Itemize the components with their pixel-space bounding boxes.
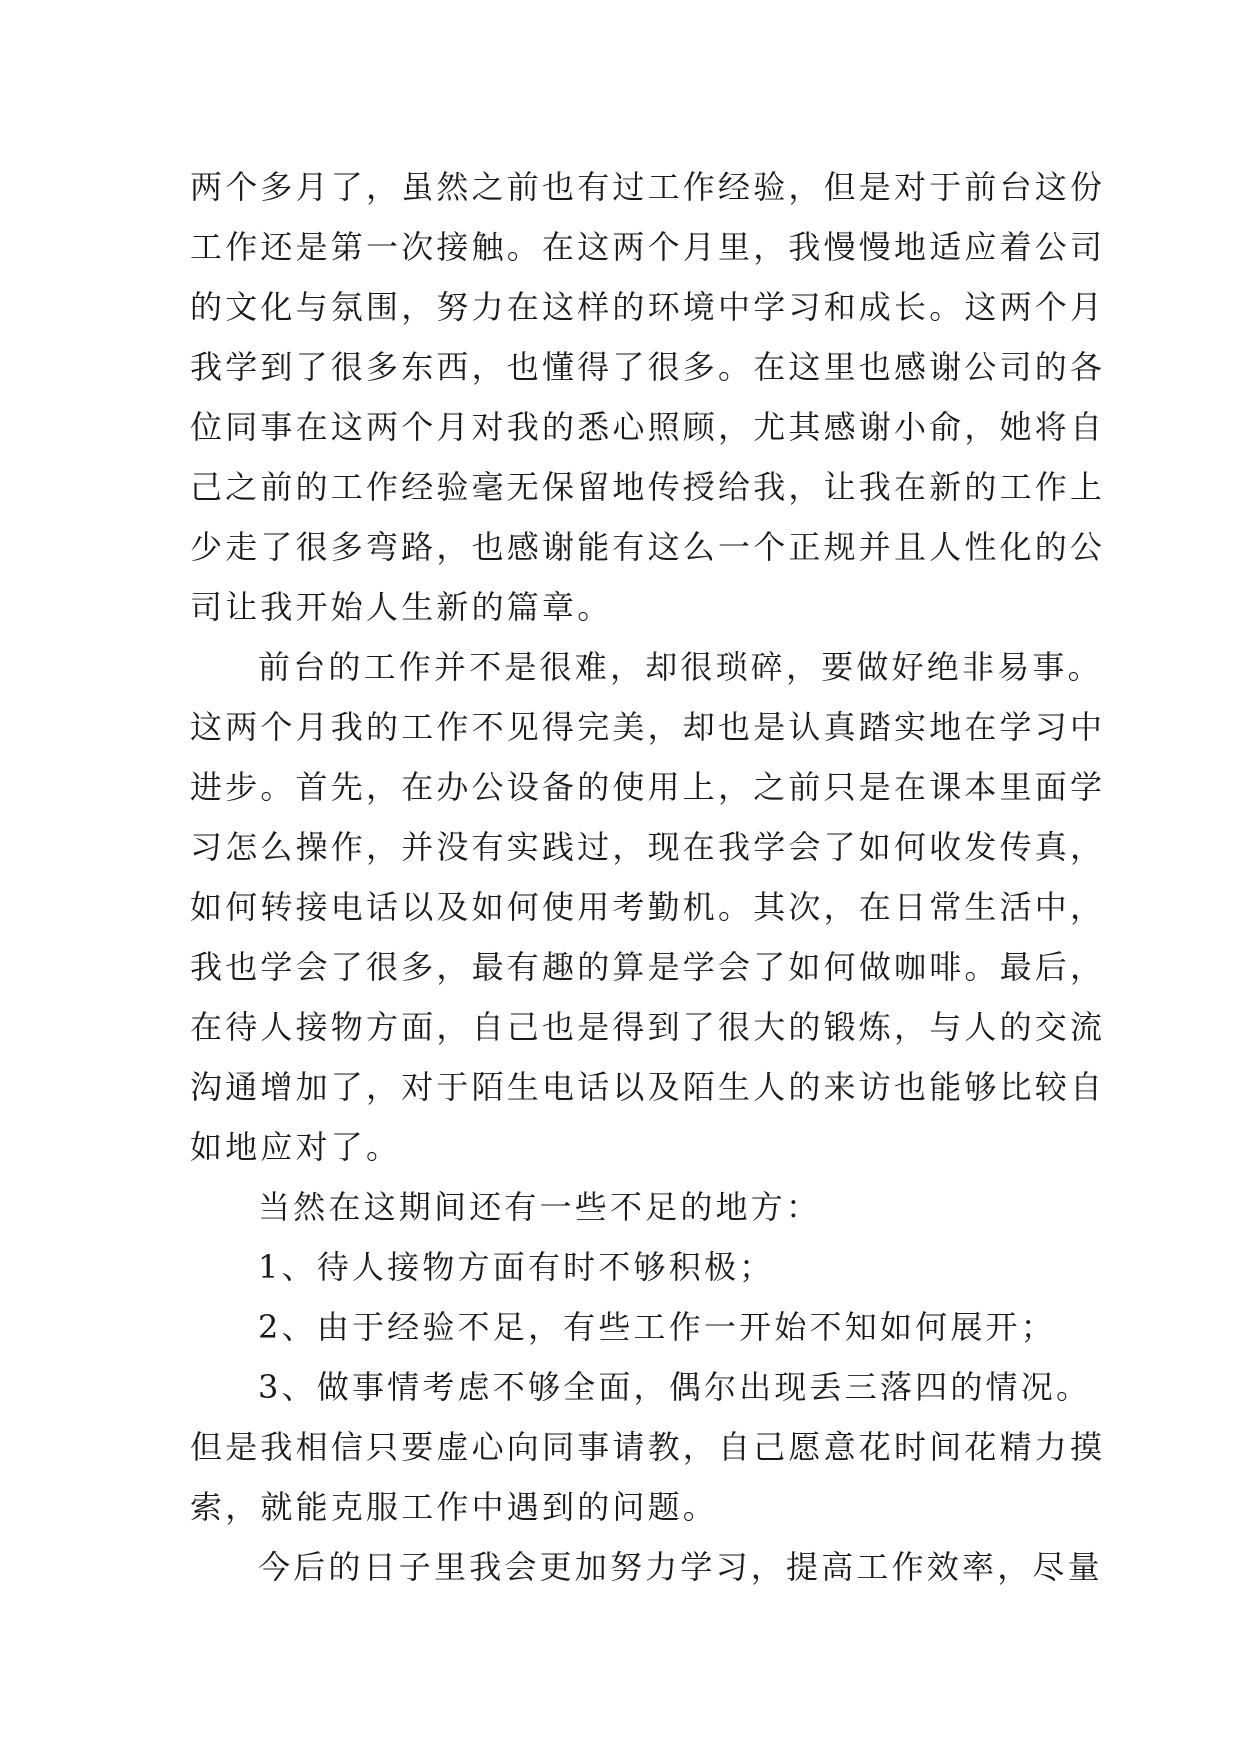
- text-line: 索，就能克服工作中遇到的问题。: [190, 1488, 719, 1526]
- text-line: 3、做事情考虑不够全面，偶尔出现丢三落四的情况。: [258, 1368, 1092, 1406]
- text-line: 工作还是第一次接触。在这两个月里，我慢慢地适应着公司: [190, 228, 1106, 266]
- text-line: 我也学会了很多，最有趣的算是学会了如何做咖啡。最后，: [190, 948, 1106, 986]
- text-line: 2、由于经验不足，有些工作一开始不知如何展开；: [258, 1308, 1056, 1346]
- text-line: 两个多月了，虽然之前也有过工作经验，但是对于前台这份: [190, 168, 1106, 206]
- text-line: 如地应对了。: [190, 1128, 402, 1166]
- text-line: 在待人接物方面，自己也是得到了很大的锻炼，与人的交流: [190, 1008, 1106, 1046]
- text-line: 今后的日子里我会更加努力学习，提高工作效率，尽量: [258, 1548, 1103, 1586]
- text-line: 沟通增加了，对于陌生电话以及陌生人的来访也能够比较自: [190, 1068, 1106, 1106]
- text-line: 习怎么操作，并没有实践过，现在我学会了如何收发传真，: [190, 828, 1106, 866]
- text-line: 的文化与氛围，努力在这样的环境中学习和成长。这两个月: [190, 288, 1106, 326]
- text-line: 前台的工作并不是很难，却很琐碎，要做好绝非易事。: [258, 648, 1103, 686]
- text-line: 进步。首先，在办公设备的使用上，之前只是在课本里面学: [190, 768, 1106, 806]
- text-line: 少走了很多弯路，也感谢能有这么一个正规并且人性化的公: [190, 528, 1106, 566]
- text-line: 这两个月我的工作不见得完美，却也是认真踏实地在学习中: [190, 708, 1106, 746]
- text-line: 如何转接电话以及如何使用考勤机。其次，在日常生活中，: [190, 888, 1106, 926]
- text-line: 我学到了很多东西，也懂得了很多。在这里也感谢公司的各: [190, 348, 1106, 386]
- text-line: 当然在这期间还有一些不足的地方：: [258, 1188, 822, 1226]
- text-line: 司让我开始人生新的篇章。: [190, 588, 613, 626]
- body-text: [190, 157, 1106, 1597]
- text-line: 位同事在这两个月对我的悉心照顾，尤其感谢小俞，她将自: [190, 408, 1106, 446]
- text-line: 但是我相信只要虚心向同事请教，自己愿意花时间花精力摸: [190, 1428, 1106, 1466]
- text-line: 1、待人接物方面有时不够积极；: [258, 1248, 775, 1286]
- text-line: 己之前的工作经验毫无保留地传授给我，让我在新的工作上: [190, 468, 1106, 506]
